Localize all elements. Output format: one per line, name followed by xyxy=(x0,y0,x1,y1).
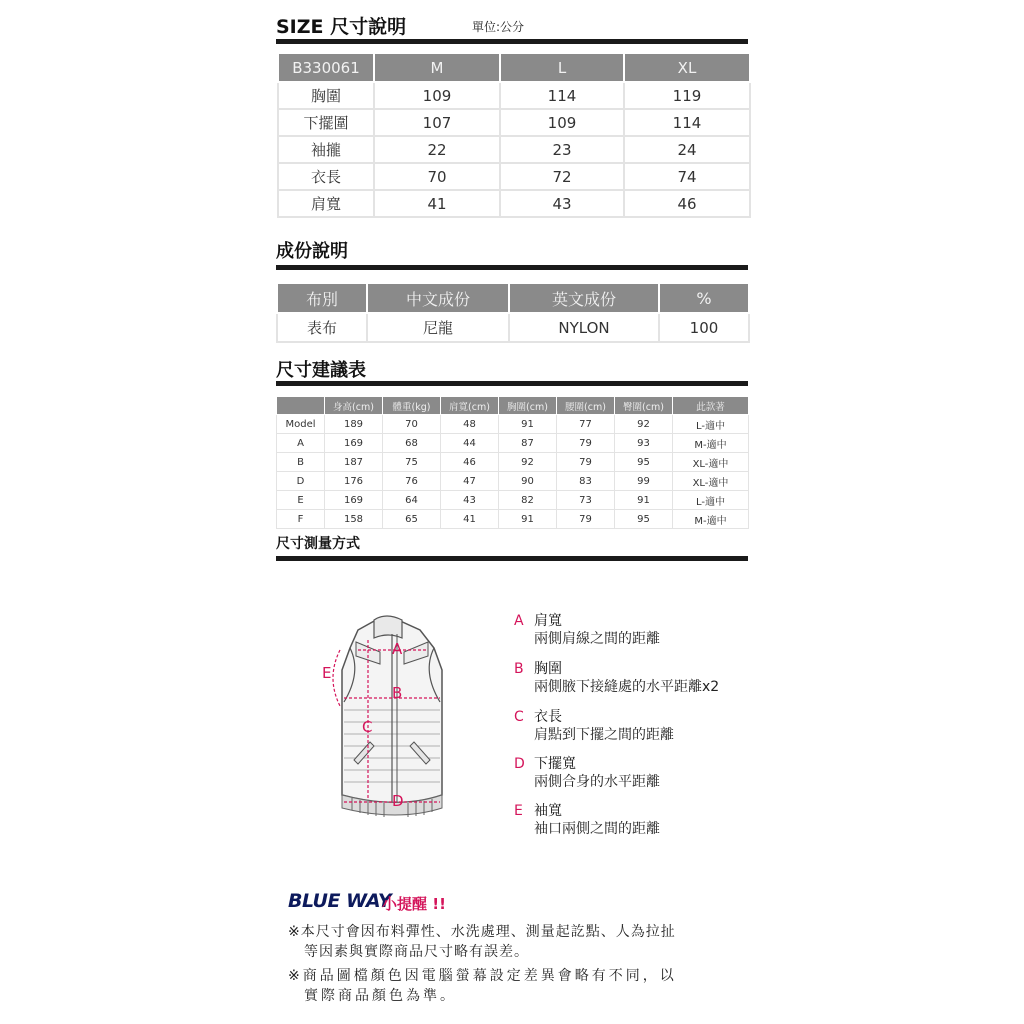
material-table-body xyxy=(277,313,749,342)
table-cell: Model xyxy=(277,415,325,434)
table-cell: 41 xyxy=(374,190,500,217)
diagram-letter-d: D xyxy=(392,792,404,810)
table-row xyxy=(277,510,749,529)
table-header-cell: XL xyxy=(624,53,750,82)
table-row xyxy=(277,453,749,472)
table-row xyxy=(278,109,750,136)
table-row xyxy=(278,163,750,190)
table-header-cell: 布別 xyxy=(277,283,367,313)
material-table xyxy=(276,282,750,343)
table-cell: 93 xyxy=(615,434,673,453)
table-cell: 107 xyxy=(374,109,500,136)
table-header-cell: M xyxy=(374,53,500,82)
notice-2-line-1: ※商品圖檔顏色因電腦螢幕設定差異會略有不同，以 xyxy=(288,968,677,984)
table-row xyxy=(278,190,750,217)
table-header-cell: 體重(kg) xyxy=(383,397,441,415)
table-header-cell: L xyxy=(500,53,624,82)
table-cell: 114 xyxy=(624,109,750,136)
table-cell: 73 xyxy=(557,491,615,510)
table-cell: 43 xyxy=(441,491,499,510)
brand-logo: BLUE WAY xyxy=(288,890,392,912)
legend-name: 袖寬 xyxy=(534,803,562,819)
legend-item-e xyxy=(514,802,660,838)
section-rule xyxy=(276,39,748,44)
legend-desc: 兩側肩線之間的距離 xyxy=(534,631,660,647)
table-cell: 胸圍 xyxy=(278,82,374,109)
table-cell: 43 xyxy=(500,190,624,217)
suggest-table xyxy=(276,396,749,529)
table-cell: XL-適中 xyxy=(673,453,749,472)
table-row xyxy=(278,82,750,109)
table-cell: 70 xyxy=(374,163,500,190)
table-row xyxy=(277,472,749,491)
table-cell: 衣長 xyxy=(278,163,374,190)
legend-desc: 肩點到下擺之間的距離 xyxy=(534,727,674,743)
table-cell: 48 xyxy=(441,415,499,434)
table-row xyxy=(277,434,749,453)
legend-name: 肩寬 xyxy=(534,613,562,629)
table-cell: 92 xyxy=(615,415,673,434)
table-cell: 46 xyxy=(441,453,499,472)
material-section-title: 成份說明 xyxy=(276,241,348,262)
table-cell: 91 xyxy=(615,491,673,510)
material-table-header xyxy=(277,283,749,313)
diagram-letter-c: C xyxy=(362,718,373,736)
legend-item-b xyxy=(514,660,719,696)
table-row xyxy=(277,491,749,510)
table-header-cell: 肩寬(cm) xyxy=(441,397,499,415)
notice-1-line-1: ※本尺寸會因布料彈性、水洗處理、測量起訖點、人為拉扯 xyxy=(288,924,676,940)
table-cell: XL-適中 xyxy=(673,472,749,491)
table-cell: B xyxy=(277,453,325,472)
table-cell: M-適中 xyxy=(673,434,749,453)
table-cell: 24 xyxy=(624,136,750,163)
legend-desc: 兩側合身的水平距離 xyxy=(534,774,660,790)
table-cell: 肩寬 xyxy=(278,190,374,217)
table-cell: 76 xyxy=(383,472,441,491)
size-section-title: SIZE 尺寸說明 xyxy=(276,16,407,38)
table-cell: 77 xyxy=(557,415,615,434)
table-cell: 表布 xyxy=(277,313,367,342)
legend-item-c xyxy=(514,708,674,744)
table-cell: 64 xyxy=(383,491,441,510)
table-header-cell: 此款著 xyxy=(673,397,749,415)
table-cell: 95 xyxy=(615,453,673,472)
size-table xyxy=(277,52,751,218)
table-cell: 91 xyxy=(499,415,557,434)
table-cell: NYLON xyxy=(509,313,659,342)
table-header-cell: 身高(cm) xyxy=(325,397,383,415)
table-cell: 23 xyxy=(500,136,624,163)
table-header-cell: 英文成份 xyxy=(509,283,659,313)
table-cell: L-適中 xyxy=(673,415,749,434)
notice-1-line-2: 等因素與實際商品尺寸略有誤差。 xyxy=(304,944,529,960)
table-cell: 99 xyxy=(615,472,673,491)
table-header-cell: % xyxy=(659,283,749,313)
table-cell: 114 xyxy=(500,82,624,109)
measure-section-title: 尺寸測量方式 xyxy=(276,536,360,552)
legend-desc: 袖口兩側之間的距離 xyxy=(534,821,660,837)
section-rule xyxy=(276,265,748,270)
table-header-cell: 臀圍(cm) xyxy=(615,397,673,415)
suggest-table-body xyxy=(277,415,749,529)
table-header-cell: B330061 xyxy=(278,53,374,82)
diagram-letter-a: A xyxy=(392,640,403,658)
legend-desc: 兩側腋下接縫處的水平距離x2 xyxy=(534,679,720,695)
table-cell: 46 xyxy=(624,190,750,217)
table-header-cell: 腰圍(cm) xyxy=(557,397,615,415)
table-row xyxy=(277,415,749,434)
legend-letter: E xyxy=(514,803,523,819)
legend-name: 下擺寬 xyxy=(534,756,576,772)
table-header-cell xyxy=(277,397,325,415)
size-table-header xyxy=(278,53,750,82)
table-cell: 83 xyxy=(557,472,615,491)
legend-name: 衣長 xyxy=(534,709,562,725)
legend-item-d xyxy=(514,755,660,791)
suggest-section-title: 尺寸建議表 xyxy=(276,360,366,381)
size-table-body xyxy=(278,82,750,217)
suggest-table-header xyxy=(277,397,749,415)
table-cell: 袖攏 xyxy=(278,136,374,163)
table-cell: 90 xyxy=(499,472,557,491)
table-cell: 74 xyxy=(624,163,750,190)
legend-letter: A xyxy=(514,613,524,629)
table-cell: F xyxy=(277,510,325,529)
diagram-letter-b: B xyxy=(392,684,403,702)
legend-letter: C xyxy=(514,709,524,725)
table-cell: 169 xyxy=(325,434,383,453)
table-cell: 169 xyxy=(325,491,383,510)
table-cell: L-適中 xyxy=(673,491,749,510)
table-row xyxy=(278,136,750,163)
diagram-letter-e: E xyxy=(322,664,332,682)
table-header-cell: 中文成份 xyxy=(367,283,509,313)
table-cell: 100 xyxy=(659,313,749,342)
table-cell: 176 xyxy=(325,472,383,491)
table-cell: 22 xyxy=(374,136,500,163)
table-cell: 189 xyxy=(325,415,383,434)
section-rule xyxy=(276,381,748,386)
table-cell: 158 xyxy=(325,510,383,529)
table-cell: 79 xyxy=(557,434,615,453)
table-cell: 尼龍 xyxy=(367,313,509,342)
table-header-cell: 胸圍(cm) xyxy=(499,397,557,415)
table-row xyxy=(277,313,749,342)
table-cell: E xyxy=(277,491,325,510)
notice-1 xyxy=(288,922,748,962)
legend-letter: B xyxy=(514,661,524,677)
table-cell: 65 xyxy=(383,510,441,529)
table-cell: 68 xyxy=(383,434,441,453)
table-cell: A xyxy=(277,434,325,453)
table-cell: 109 xyxy=(374,82,500,109)
table-cell: 47 xyxy=(441,472,499,491)
table-cell: 82 xyxy=(499,491,557,510)
table-cell: 91 xyxy=(499,510,557,529)
table-cell: M-適中 xyxy=(673,510,749,529)
table-cell: 41 xyxy=(441,510,499,529)
table-cell: D xyxy=(277,472,325,491)
table-cell: 79 xyxy=(557,510,615,529)
table-cell: 79 xyxy=(557,453,615,472)
table-cell: 119 xyxy=(624,82,750,109)
notice-2 xyxy=(288,966,748,1006)
reminder-label: 小提醒 !! xyxy=(382,895,446,913)
legend-name: 胸圍 xyxy=(534,661,562,677)
section-rule xyxy=(276,556,748,561)
table-cell: 187 xyxy=(325,453,383,472)
table-cell: 95 xyxy=(615,510,673,529)
table-cell: 87 xyxy=(499,434,557,453)
legend-letter: D xyxy=(514,756,525,772)
table-cell: 109 xyxy=(500,109,624,136)
table-cell: 70 xyxy=(383,415,441,434)
notice-2-line-2: 實際商品顏色為準。 xyxy=(304,988,457,1004)
table-cell: 75 xyxy=(383,453,441,472)
table-cell: 92 xyxy=(499,453,557,472)
legend-item-a xyxy=(514,612,660,648)
table-cell: 72 xyxy=(500,163,624,190)
table-cell: 44 xyxy=(441,434,499,453)
table-cell: 下擺圍 xyxy=(278,109,374,136)
unit-label: 單位:公分 xyxy=(472,20,525,34)
